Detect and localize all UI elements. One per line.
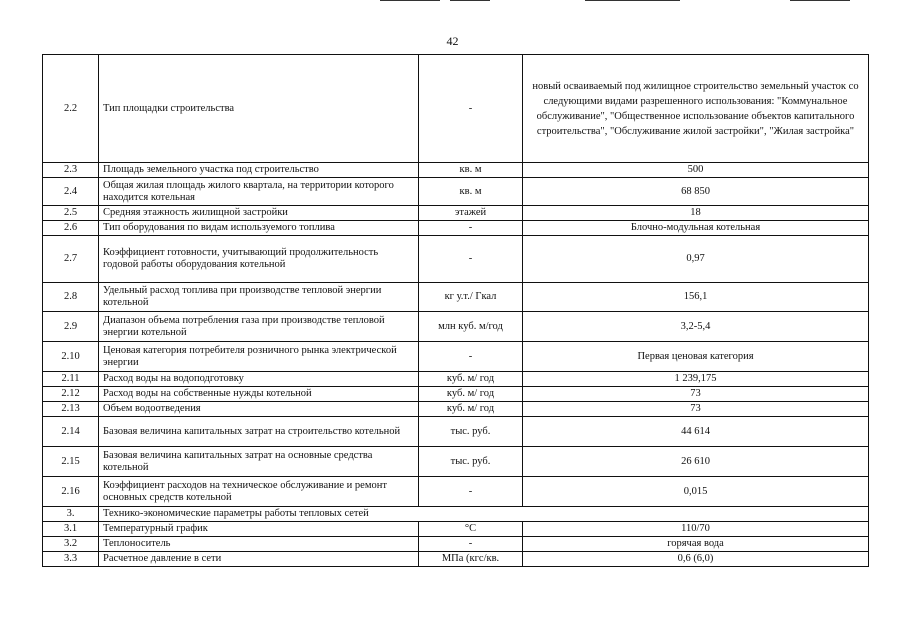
scan-edge-line — [585, 0, 680, 1]
value-cell: 26 610 — [523, 447, 869, 477]
unit-cell: °С — [419, 522, 523, 537]
parameter-name: Расход воды на собственные нужды котельной — [99, 387, 419, 402]
row-number: 2.11 — [43, 372, 99, 387]
parameter-name: Базовая величина капитальных затрат на основные средства котельной — [99, 447, 419, 477]
table-row — [43, 447, 869, 477]
value-cell: Блочно-модульная котельная — [523, 221, 869, 236]
parameter-name: Коэффициент расходов на техническое обслуживание и ремонт основных средств котельной — [99, 477, 419, 507]
row-number: 2.13 — [43, 402, 99, 417]
unit-cell: кг у.т./ Гкал — [419, 283, 523, 312]
row-number: 2.3 — [43, 163, 99, 178]
row-number: 2.5 — [43, 206, 99, 221]
parameter-name: Температурный график — [99, 522, 419, 537]
parameters-table — [42, 54, 869, 567]
table-row — [43, 477, 869, 507]
unit-cell: - — [419, 477, 523, 507]
parameter-name: Коэффициент готовности, учитывающий продолжительность годовой работы оборудования котельной — [99, 236, 419, 283]
table-row — [43, 537, 869, 552]
value-cell: 0,6 (6,0) — [523, 552, 869, 567]
row-number: 3.2 — [43, 537, 99, 552]
page-number: 42 — [446, 34, 459, 48]
row-number: 2.6 — [43, 221, 99, 236]
table-row — [43, 283, 869, 312]
row-number: 2.10 — [43, 342, 99, 372]
row-number: 2.15 — [43, 447, 99, 477]
value-cell: 73 — [523, 402, 869, 417]
row-number: 2.7 — [43, 236, 99, 283]
parameter-name: Базовая величина капитальных затрат на строительство котельной — [99, 417, 419, 447]
section-title: Технико-экономические параметры работы тепловых сетей — [99, 507, 869, 522]
table-row — [43, 55, 869, 163]
section-number: 3. — [43, 507, 99, 522]
table-row — [43, 312, 869, 342]
parameter-name: Ценовая категория потребителя розничного рынка электрической энергии — [99, 342, 419, 372]
parameter-name: Расход воды на водоподготовку — [99, 372, 419, 387]
value-cell: 156,1 — [523, 283, 869, 312]
table-row — [43, 417, 869, 447]
unit-cell: МПа (кгс/кв. — [419, 552, 523, 567]
table-row — [43, 372, 869, 387]
table-row — [43, 178, 869, 206]
unit-cell: - — [419, 55, 523, 163]
value-cell: 68 850 — [523, 178, 869, 206]
value-cell: 73 — [523, 387, 869, 402]
unit-cell: куб. м/ год — [419, 402, 523, 417]
table-row — [43, 522, 869, 537]
value-cell: 18 — [523, 206, 869, 221]
unit-cell: этажей — [419, 206, 523, 221]
value-cell: 500 — [523, 163, 869, 178]
row-number: 2.12 — [43, 387, 99, 402]
table-row — [43, 221, 869, 236]
row-number: 2.16 — [43, 477, 99, 507]
value-cell: 0,97 — [523, 236, 869, 283]
unit-cell: куб. м/ год — [419, 387, 523, 402]
row-number: 2.9 — [43, 312, 99, 342]
row-number: 2.8 — [43, 283, 99, 312]
parameter-name: Теплоноситель — [99, 537, 419, 552]
row-number: 3.1 — [43, 522, 99, 537]
parameter-name: Тип оборудования по видам используемого топлива — [99, 221, 419, 236]
table-row — [43, 342, 869, 372]
unit-cell: куб. м/ год — [419, 372, 523, 387]
unit-cell: - — [419, 342, 523, 372]
scan-edge-line — [450, 0, 490, 1]
unit-cell: - — [419, 236, 523, 283]
row-number: 2.2 — [43, 55, 99, 163]
scan-edge-line — [790, 0, 850, 1]
parameter-name: Средняя этажность жилищной застройки — [99, 206, 419, 221]
parameter-name: Диапазон объема потребления газа при производстве тепловой энергии котельной — [99, 312, 419, 342]
value-cell: 1 239,175 — [523, 372, 869, 387]
value-cell: 44 614 — [523, 417, 869, 447]
value-cell: новый осваиваемый под жилищное строительство земельный участок со следующими видами разрешенного использования: "Коммунальное обслуживание", "Общественное использование объектов капитального строительства", "Обслуживание жилой застройки", "Жилая застройка" — [523, 55, 869, 163]
value-cell: горячая вода — [523, 537, 869, 552]
table-row — [43, 552, 869, 567]
unit-cell: тыс. руб. — [419, 417, 523, 447]
row-number: 3.3 — [43, 552, 99, 567]
parameter-name: Тип площадки строительства — [99, 55, 419, 163]
scan-edge-line — [380, 0, 440, 1]
table-row — [43, 402, 869, 417]
unit-cell: кв. м — [419, 178, 523, 206]
row-number: 2.4 — [43, 178, 99, 206]
parameter-name: Объем водоотведения — [99, 402, 419, 417]
value-cell: 0,015 — [523, 477, 869, 507]
section-header-row — [43, 507, 869, 522]
value-cell: 3,2-5,4 — [523, 312, 869, 342]
unit-cell: - — [419, 221, 523, 236]
table-row — [43, 163, 869, 178]
parameter-name: Расчетное давление в сети — [99, 552, 419, 567]
value-cell: 110/70 — [523, 522, 869, 537]
parameter-name: Удельный расход топлива при производстве тепловой энергии котельной — [99, 283, 419, 312]
unit-cell: тыс. руб. — [419, 447, 523, 477]
table-row — [43, 206, 869, 221]
row-number: 2.14 — [43, 417, 99, 447]
table-row — [43, 387, 869, 402]
unit-cell: млн куб. м/год — [419, 312, 523, 342]
parameter-name: Площадь земельного участка под строительство — [99, 163, 419, 178]
parameter-name: Общая жилая площадь жилого квартала, на территории которого находится котельная — [99, 178, 419, 206]
unit-cell: кв. м — [419, 163, 523, 178]
value-cell: Первая ценовая категория — [523, 342, 869, 372]
unit-cell: - — [419, 537, 523, 552]
table-row — [43, 236, 869, 283]
